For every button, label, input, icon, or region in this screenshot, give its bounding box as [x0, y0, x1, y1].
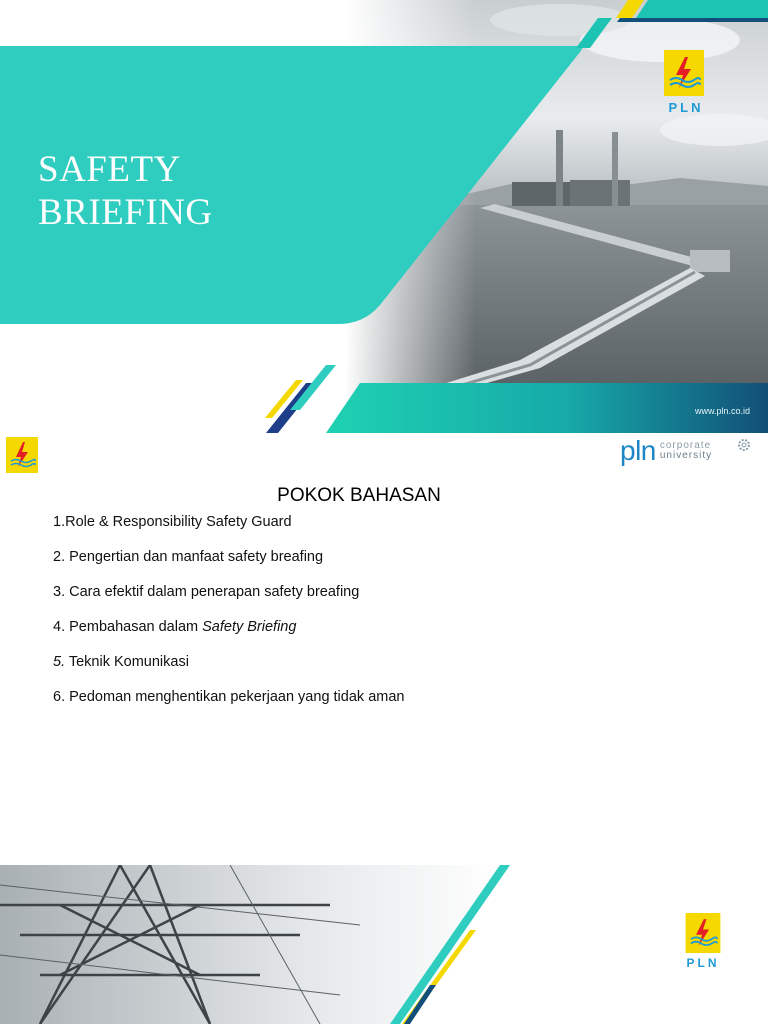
agenda-list — [53, 513, 404, 723]
list-item: 4. Pembahasan dalam Safety Briefing — [53, 619, 297, 635]
transmission-tower-photo — [0, 865, 768, 1024]
pln-small-logo-icon — [6, 437, 38, 473]
list-item: 3. Cara efektif dalam penerapan safety breafing — [53, 584, 360, 600]
pln-logo-text: PLN — [668, 100, 704, 115]
cu-logo-brand: pln — [620, 435, 656, 466]
closing-slide — [0, 865, 768, 1024]
agenda-heading: POKOK BAHASAN — [277, 485, 441, 506]
list-item: 5. Teknik Komunikasi — [53, 654, 189, 670]
gear-icon — [736, 437, 752, 453]
cu-logo-line1: corporate — [659, 440, 712, 451]
title-slide — [0, 0, 768, 433]
pln-lightning-icon — [684, 913, 722, 953]
title-line-2: BRIEFING — [38, 192, 213, 233]
cu-logo-line2: university — [659, 450, 713, 461]
pln-lightning-icon — [664, 50, 704, 96]
list-item: 6. Pedoman menghentikan pekerjaan yang tidak aman — [53, 689, 405, 705]
slide-title — [38, 148, 213, 234]
pln-logo — [684, 913, 729, 970]
list-item: 1.Role & Responsibility Safety Guard — [53, 514, 292, 530]
title-line-1: SAFETY — [38, 149, 181, 190]
pln-logo — [664, 50, 714, 115]
website-url[interactable]: www.pln.co.id — [694, 406, 750, 416]
pln-logo-text: PLN — [686, 956, 720, 970]
corporate-university-logo — [620, 435, 712, 467]
agenda-slide — [0, 433, 768, 865]
list-item: 2. Pengertian dan manfaat safety breafing — [53, 549, 324, 565]
